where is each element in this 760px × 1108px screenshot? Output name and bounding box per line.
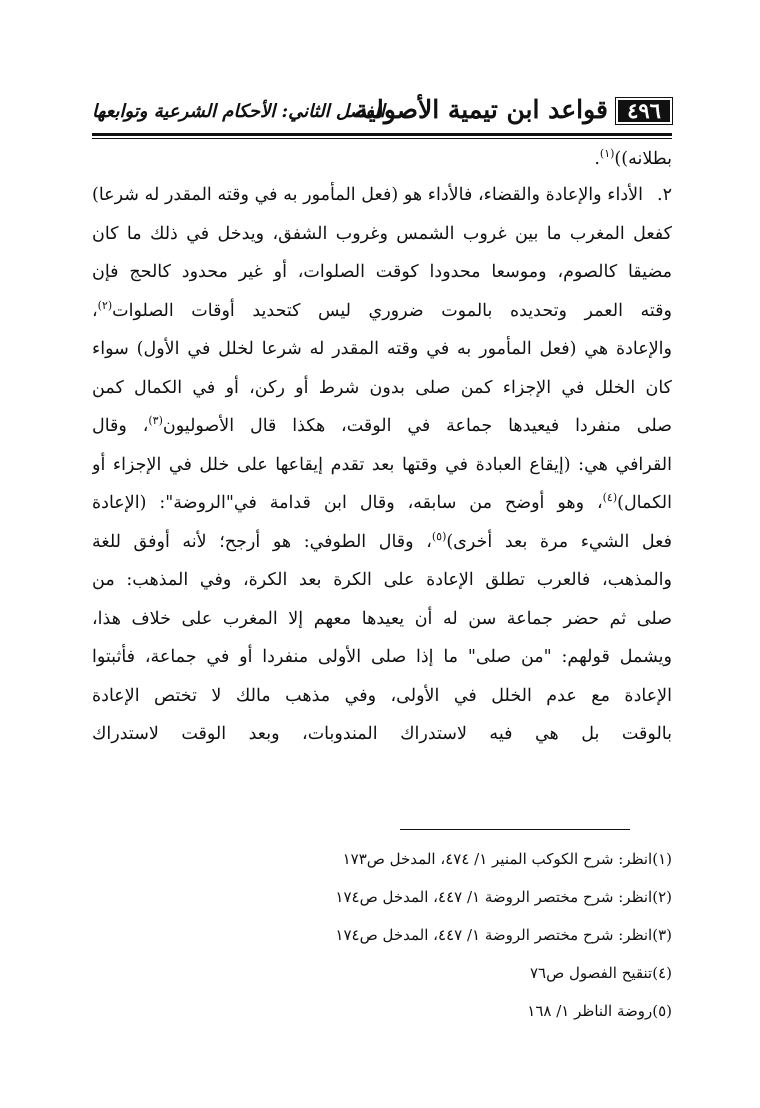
footnote: (٥)روضة الناظر ١/ ١٦٨ bbox=[527, 1002, 672, 1020]
text-line: والإعادة هي (فعل المأمور به في وقته المقدر له شرعا لخلل في الأول) سواء bbox=[92, 339, 672, 359]
text-line: والمذهب، فالعرب تطلق الإعادة على الكرة بعد الكرة، وفي المذهب: من bbox=[92, 570, 672, 590]
text-line: صلى منفردا فيعيدها جماعة في الوقت، هكذا قال الأصوليون$^{(٣)}$، وقال bbox=[92, 414, 672, 436]
header-rule bbox=[92, 133, 672, 136]
book-title: قواعد ابن تيمية الأصولية bbox=[355, 95, 608, 124]
text-line: الكمال)$^{(٤)}$، وهو أوضح من سابقه، وقال ابن قدامة في"الروضة": (الإعادة bbox=[92, 491, 672, 513]
page-number: ٤٩٦ bbox=[616, 98, 672, 124]
text-line: كان الخلل في الإجزاء كمن صلى بدون شرط أو ركن، أو في الكمال كمن bbox=[92, 377, 672, 398]
text-line: صلى ثم حضر جماعة سن له أن يعيدها معهم إلا المغرب على خلاف هذا، bbox=[92, 608, 672, 629]
item-number: ٢. bbox=[657, 185, 672, 205]
text-line: كفعل المغرب ما بين غروب الشمس وغروب الشفق، ويدخل في ذلك ما كان bbox=[92, 223, 672, 244]
footnotes bbox=[252, 840, 672, 1030]
header-rule-thin bbox=[92, 138, 672, 139]
text-line: الإعادة مع عدم الخلل في الأولى، وفي مذهب مالك لا تختص الإعادة bbox=[92, 685, 672, 706]
footnote: (٤)تنقيح الفصول ص٧٦ bbox=[529, 964, 672, 982]
text-line: وقته العمر وتحديده بالموت ضروري ليس كتحديد أوقات الصلوات$^{(٢)}$، bbox=[92, 298, 672, 321]
footnote: (٣)انظر: شرح مختصر الروضة ١/ ٤٤٧، المدخل ص١٧٤ bbox=[335, 926, 672, 944]
footnote: (٢)انظر: شرح مختصر الروضة ١/ ٤٤٧، المدخل ص١٧٤ bbox=[335, 888, 672, 906]
section-title: الفصل الثاني: الأحكام الشرعية وتوابعها bbox=[92, 101, 385, 122]
text-line: بطلانه))$^{(١)}$. bbox=[594, 147, 672, 169]
text-line: ٢.الأداء والإعادة والقضاء، فالأداء هو (فعل المأمور به في وقته المقدر له شرعا) bbox=[92, 176, 672, 215]
body-text bbox=[92, 142, 672, 754]
text-line: بالوقت بل هي فيه لاستدراك المندوبات، وبعد الوقت لاستدراك bbox=[92, 724, 672, 744]
text-line: ويشمل قولهم: "من صلى" ما إذا صلى الأولى منفردا أو في جماعة، فأثبتوا bbox=[92, 647, 672, 667]
footnote: (١)انظر: شرح الكوكب المنير ١/ ٤٧٤، المدخل ص١٧٣ bbox=[342, 850, 672, 868]
text-line: مضيقا كالصوم، وموسعا محدودا كوقت الصلوات، أو غير محدود كالحج فإن bbox=[92, 262, 672, 282]
footnote-separator bbox=[400, 829, 630, 830]
text-line: فعل الشيء مرة بعد أخرى)$^{(٥)}$، وقال الطوفي: هو أرجح؛ لأنه أوفق للغة bbox=[92, 529, 672, 552]
text-line: القرافي هي: (إيقاع العبادة في وقتها بعد تقدم إيقاعها على خلل في الإجزاء أو bbox=[92, 454, 672, 475]
page-header bbox=[92, 92, 672, 128]
